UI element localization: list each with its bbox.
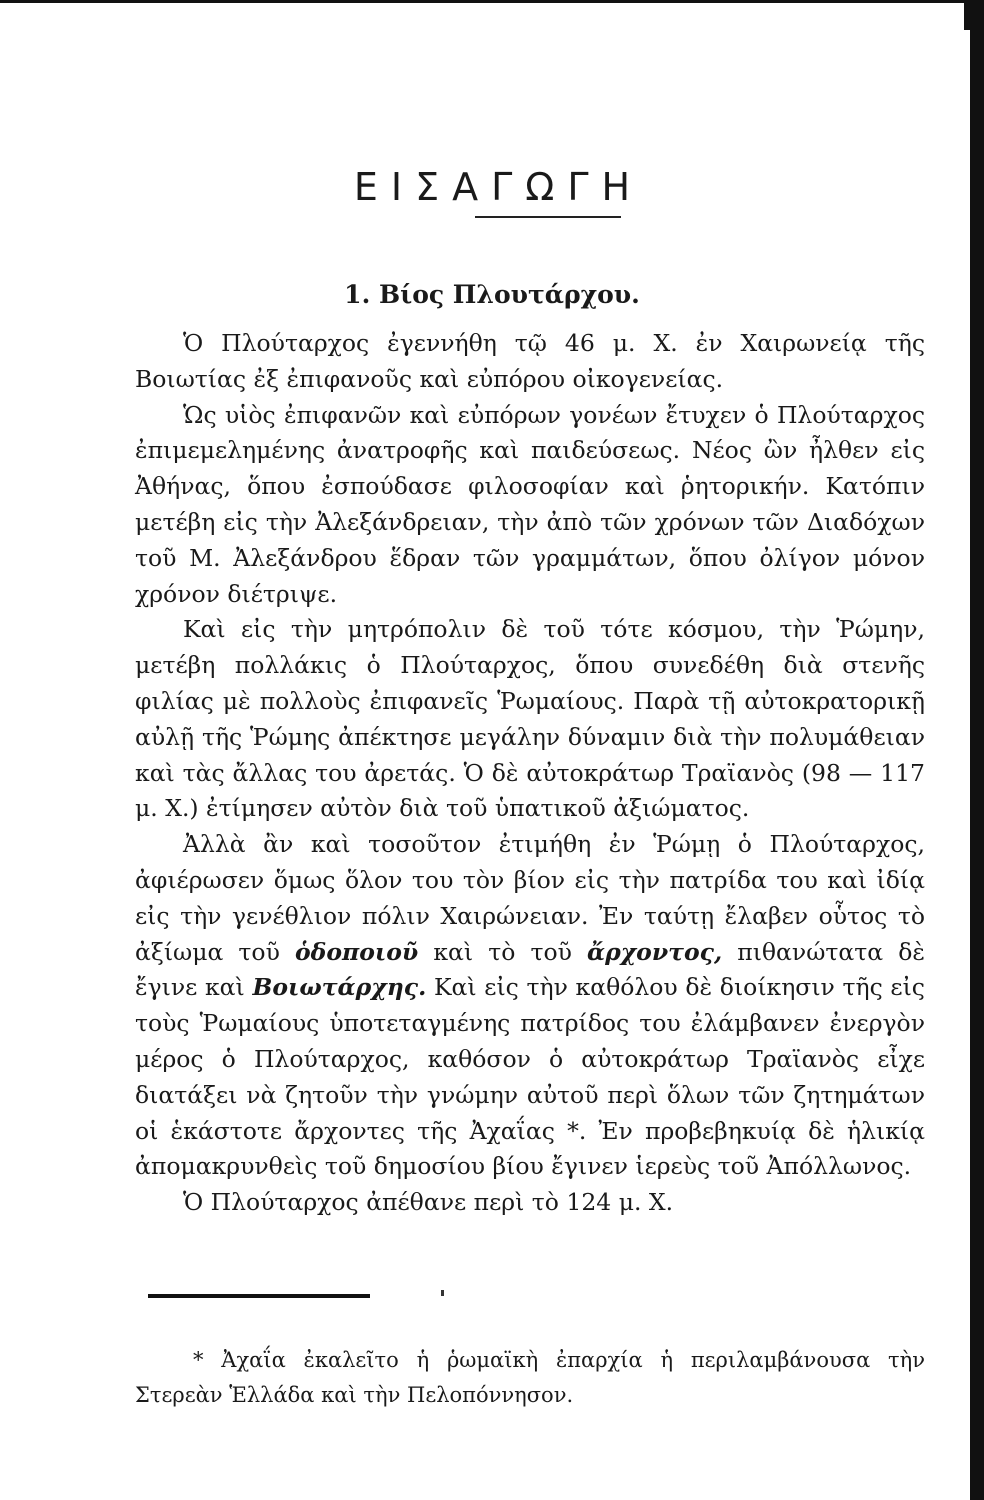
scan-edge-right xyxy=(970,0,984,1500)
footnote-text: * Ἀχαΐα ἐκαλεῖτο ἡ ῥωμαϊκὴ ἐπαρχία ἡ περιλαμβάνουσα τὴν Στερεὰν Ἑλλάδα καὶ τὴν Πελοπόννησον. xyxy=(135,1348,925,1407)
scan-edge-top xyxy=(0,0,984,3)
ink-speck xyxy=(441,1290,444,1296)
paragraph-4-part-c: πιθανώτατα δὲ ἔγινε καὶ xyxy=(135,937,925,1002)
footnote xyxy=(135,1343,925,1413)
page-title: ΕΙΣΑΓΩΓΗ xyxy=(353,165,644,210)
paragraph-3: Καὶ εἰς τὴν μητρόπολιν δὲ τοῦ τότε κόσμου, τὴν Ῥώμην, μετέβη πολλάκις ὁ Πλούταρχος, ὅπου συνεδέθη διὰ στενῆς φιλίας μὲ πολλοὺς ἐπιφανεῖς Ῥωμαίους. Παρὰ τῇ αὐτοκρατορικῇ αὐλῇ τῆς Ῥώμης ἀπέκτησε μεγάλην δύναμιν διὰ τὴν πολυμάθειαν καὶ τὰς ἄλλας του ἀρετάς. Ὁ δὲ αὐτοκράτωρ Τραϊανὸς (98 — 117 μ. Χ.) ἐτίμησεν αὐτὸν διὰ τοῦ ὑπατικοῦ ἀξιώματος. xyxy=(135,615,925,823)
footnote-divider xyxy=(148,1294,370,1298)
emphasis-odopoiou: ὁδοποιοῦ xyxy=(294,937,419,966)
paragraph-4 xyxy=(135,827,925,1185)
section-heading: 1. Βίος Πλουτάρχου. xyxy=(344,279,640,309)
paragraph-4-part-b: καὶ τὸ τοῦ xyxy=(433,937,572,966)
paragraph-4-part-a: Ἀλλὰ ἂν καὶ τοσοῦτον ἐτιμήθη ἐν Ῥώμῃ ὁ Πλούταρχος, ἀφιέρωσεν ὅμως ὅλον του τὸν βίον εἰς τὴν πατρίδα του καὶ ἰδίᾳ εἰς τὴν γενέθλιον πόλιν Χαιρώνειαν. Ἐν ταύτῃ ἔλαβεν οὗτος τὸ ἀξίωμα τοῦ xyxy=(135,830,925,966)
body-text xyxy=(135,326,925,1221)
emphasis-archontos: ἄρχοντος, xyxy=(587,937,723,966)
paragraph-2: Ὡς υἱὸς ἐπιφανῶν καὶ εὐπόρων γονέων ἔτυχεν ὁ Πλούταρχος ἐπιμεμελημένης ἀνατροφῆς καὶ παιδεύσεως. Νέος ὢν ἦλθεν εἰς Ἀθήνας, ὅπου ἐσπούδασε φιλοσοφίαν καὶ ῥητορικήν. Κατόπιν μετέβη εἰς τὴν Ἀλεξάνδρειαν, τὴν ἀπὸ τῶν χρόνων τῶν Διαδόχων τοῦ Μ. Ἀλεξάνδρου ἕδραν τῶν γραμμάτων, ὅπου ὀλίγον μόνον χρόνον διέτριψε. xyxy=(135,400,925,608)
paragraph-5: Ὁ Πλούταρχος ἀπέθανε περὶ τὸ 124 μ. Χ. xyxy=(183,1188,674,1217)
scan-edge-corner xyxy=(964,0,970,30)
emphasis-boiotarches: Βοιωτάρχης. xyxy=(252,973,427,1002)
paragraph-4-part-d: Καὶ εἰς τὴν καθόλου δὲ διοίκησιν τῆς εἰς τοὺς Ῥωμαίους ὑποτεταγμένης πατρίδος του ἐλάμβανεν ἐνεργὸν μέρος ὁ Πλούταρχος, καθόσον ὁ αὐτοκράτωρ Τραϊανὸς εἶχε διατάξει νὰ ζητοῦν τὴν γνώμην αὐτοῦ περὶ ὅλων τῶν ζητημάτων οἱ ἑκάστοτε ἄρχοντες τῆς Ἀχαΐας *. Ἐν προβεβηκυίᾳ δὲ ἡλικίᾳ ἀπομακρυνθεὶς τοῦ δημοσίου βίου ἔγινεν ἱερεὺς τοῦ Ἀπόλλωνος. xyxy=(135,973,925,1181)
title-divider xyxy=(475,216,621,218)
paragraph-1: Ὁ Πλούταρχος ἐγεννήθη τῷ 46 μ. Χ. ἐν Χαιρωνείᾳ τῆς Βοιωτίας ἐξ ἐπιφανοῦς καὶ εὐπόρου οἰκογενείας. xyxy=(135,329,925,393)
